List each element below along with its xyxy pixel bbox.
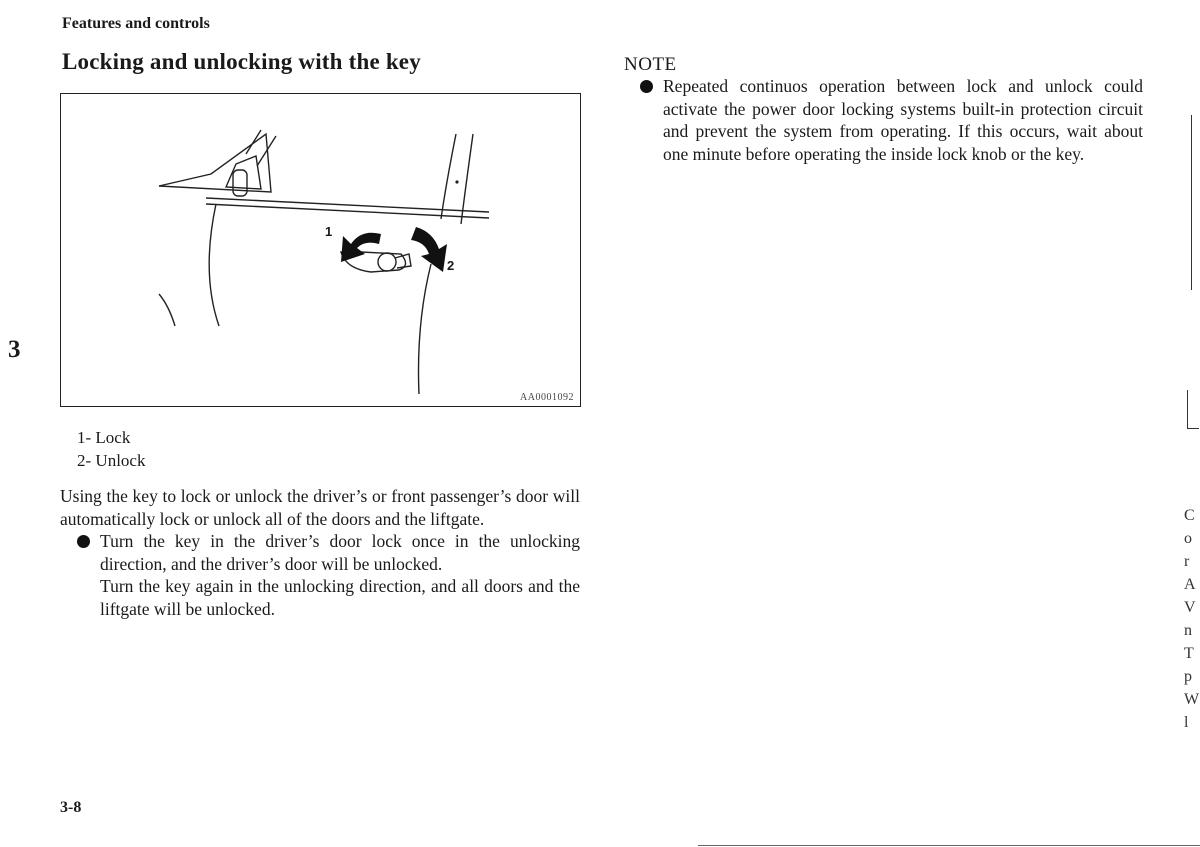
door-beltline bbox=[206, 198, 489, 212]
bullet-item bbox=[60, 530, 580, 620]
bleed-letter: r bbox=[1184, 553, 1190, 570]
bleed-letter: A bbox=[1184, 576, 1196, 593]
unlock-direction-arrow bbox=[411, 227, 447, 272]
callout-unlock-number: 2 bbox=[447, 258, 455, 273]
bleed-letter: C bbox=[1184, 507, 1195, 524]
bleed-letter: n bbox=[1184, 622, 1192, 639]
door-beltline-lower bbox=[206, 204, 489, 218]
figure-legend bbox=[77, 426, 145, 472]
bleed-letter: V bbox=[1184, 599, 1196, 616]
bullet-text-line-2: Turn the key again in the unlocking direction, and all doors and the liftgate will be unlocked. bbox=[100, 576, 580, 619]
side-mirror-shape bbox=[226, 156, 261, 189]
door-lock-drawing bbox=[61, 94, 582, 408]
key-head bbox=[395, 254, 411, 268]
bleed-rule bbox=[1187, 390, 1188, 428]
legend-item-unlock: 2- Unlock bbox=[77, 451, 146, 470]
bleed-letter: T bbox=[1184, 645, 1194, 662]
door-rear-edge-bottom bbox=[419, 264, 432, 394]
body-text bbox=[60, 485, 580, 620]
note-bullet-item bbox=[640, 75, 1143, 165]
key-cylinder bbox=[378, 253, 396, 271]
bullet-dot bbox=[640, 80, 653, 93]
bleed-letter: W bbox=[1184, 691, 1200, 708]
bleed-letter: o bbox=[1184, 530, 1192, 547]
bleed-letter: p bbox=[1184, 668, 1192, 685]
body-paragraph: Using the key to lock or unlock the driver’s or front passenger’s door will automatically lock or unlock all of the doors and the liftgate. bbox=[60, 486, 580, 529]
fender-curve bbox=[159, 294, 175, 326]
door-front-edge bbox=[209, 204, 219, 326]
page-title: Locking and unlocking with the key bbox=[62, 49, 421, 74]
note-body bbox=[640, 75, 1143, 165]
mirror-housing bbox=[233, 170, 247, 196]
bottom-rule bbox=[698, 845, 1200, 846]
door-lock-illustration bbox=[60, 93, 581, 407]
door-rear-edge-top bbox=[441, 134, 456, 219]
bullet-text-line-1: Turn the key in the driver’s door lock once in the unlocking direction, and the driver’s door will be unlocked. bbox=[100, 531, 580, 574]
note-label: NOTE bbox=[624, 54, 677, 75]
bleed-letter: l bbox=[1184, 714, 1189, 731]
bleed-rule bbox=[1187, 428, 1199, 429]
bullet-dot bbox=[77, 535, 90, 548]
section-header: Features and controls bbox=[62, 15, 210, 32]
figure-code: AA0001092 bbox=[520, 392, 574, 403]
chapter-number: 3 bbox=[8, 336, 21, 363]
page-number: 3-8 bbox=[60, 799, 82, 816]
callout-lock-number: 1 bbox=[325, 224, 333, 239]
window-corner-line bbox=[159, 134, 271, 192]
note-text: Repeated continuos operation between lock and unlock could activate the power door locking systems built-in protection circuit and prevent the system from operating. If this occurs, wait about one minute before operating the inside lock knob or the key. bbox=[663, 76, 1143, 164]
bleed-rule bbox=[1191, 115, 1192, 290]
lock-direction-arrow bbox=[341, 233, 381, 262]
window-trim-line bbox=[246, 130, 261, 154]
legend-item-lock: 1- Lock bbox=[77, 428, 131, 447]
